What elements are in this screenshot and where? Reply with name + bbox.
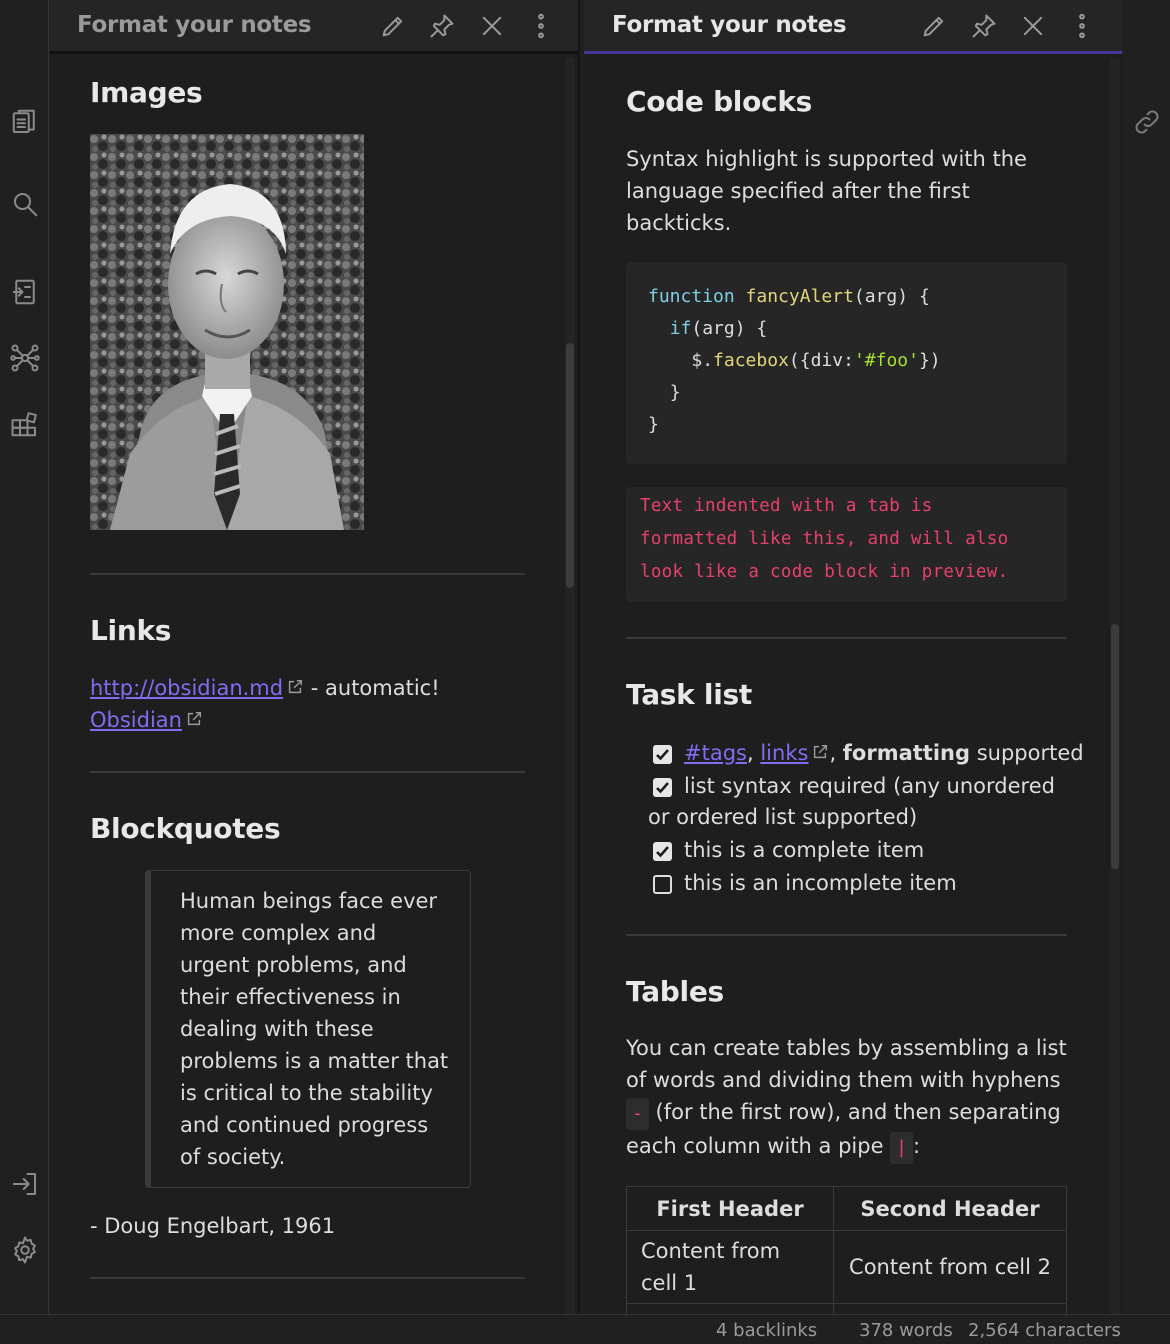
divider [90, 573, 525, 575]
task-item-continuation: or ordered list supported) [648, 805, 918, 829]
divider [90, 771, 525, 773]
divider [626, 934, 1067, 936]
right-sidebar-rail [1122, 0, 1170, 1314]
code-line: if(arg) { [669, 318, 768, 339]
table-header-row [627, 1187, 1067, 1231]
open-vault-icon[interactable] [9, 1168, 41, 1200]
tables-intro: You can create tables by assembling a list of words and dividing them with hyphens - (for the first row), and then separating each column with a pipe | : [626, 1032, 1067, 1164]
images-heading: Images [90, 76, 203, 109]
table-header-cell: First Header [627, 1187, 834, 1231]
table-cell [834, 1304, 1067, 1315]
obsidian-url-link[interactable]: http://obsidian.md [90, 676, 284, 700]
close-icon[interactable] [1017, 10, 1049, 42]
code-line: } [669, 382, 681, 403]
right-pane [584, 0, 1122, 1314]
more-options-icon[interactable] [1066, 10, 1098, 42]
indented-line: formatted like this, and will also [640, 529, 1009, 549]
code-blocks-heading: Code blocks [626, 85, 813, 118]
blockquote [145, 870, 471, 1188]
task-checkbox-checked[interactable] [653, 778, 672, 797]
table-row [627, 1231, 1067, 1304]
pane-title[interactable]: Format your notes [77, 12, 312, 38]
right-scroll-thumb[interactable] [1111, 624, 1119, 869]
pin-icon[interactable] [426, 10, 458, 42]
plugins-icon[interactable] [9, 408, 41, 440]
example-table [626, 1186, 1067, 1314]
tag-link[interactable]: #tags [684, 741, 747, 765]
left-ribbon [0, 0, 49, 1314]
left-pane-header [50, 0, 578, 54]
table-cell: Content from cell 1 [627, 1231, 834, 1304]
edit-pencil-icon[interactable] [918, 10, 950, 42]
code-line: } [648, 414, 659, 435]
portrait-image [90, 134, 364, 530]
quote-attribution: - Doug Engelbart, 1961 [90, 1214, 336, 1238]
word-count: 378 words [859, 1320, 953, 1341]
right-pane-header [584, 0, 1122, 54]
code-block [626, 262, 1067, 464]
pane-title[interactable]: Format your notes [612, 12, 847, 38]
divider [90, 1277, 525, 1279]
indented-code-block [626, 487, 1067, 602]
left-scrollbar[interactable] [565, 58, 575, 1314]
table-header-cell: Second Header [834, 1187, 1067, 1231]
indented-line: Text indented with a tab is [640, 496, 933, 516]
edit-pencil-icon[interactable] [377, 10, 409, 42]
links-heading: Links [90, 614, 172, 647]
left-scroll-thumb[interactable] [566, 343, 574, 588]
external-link-icon [185, 705, 203, 723]
inline-code-pipe: | [890, 1132, 913, 1164]
code-line: $.facebox({div:'#foo'}) [691, 350, 941, 371]
right-pane-content [626, 57, 1084, 1314]
close-icon[interactable] [476, 10, 508, 42]
search-icon[interactable] [9, 188, 41, 220]
task-item: list syntax required (any unordered [684, 774, 1055, 798]
right-scrollbar[interactable] [1110, 58, 1120, 1314]
tables-heading: Tables [626, 975, 724, 1008]
pin-icon[interactable] [968, 10, 1000, 42]
table-cell [627, 1304, 834, 1315]
switcher-icon[interactable] [9, 276, 41, 308]
inline-code-dash: - [626, 1098, 649, 1130]
backlinks-count[interactable]: 4 backlinks [716, 1320, 818, 1341]
links-link[interactable]: links [760, 741, 809, 765]
task-checkbox-checked[interactable] [653, 745, 672, 764]
code-line: function fancyAlert(arg) { [648, 286, 930, 307]
files-icon[interactable] [9, 106, 41, 138]
divider [626, 637, 1067, 639]
task-checkbox-unchecked[interactable] [653, 875, 672, 894]
blockquote-text: Human beings face ever more complex and urgent problems, and their effectiveness in dealing with these problems is a matter that is critical to the stability and continued progress of society. [180, 889, 449, 1169]
status-bar [0, 1314, 1170, 1344]
links-paragraph [90, 672, 440, 736]
left-pane-content [90, 57, 525, 1314]
task-item: this is a complete item [684, 838, 925, 862]
external-link-icon [286, 673, 304, 691]
table-cell: Content from cell 2 [834, 1231, 1067, 1304]
task-checkbox-checked[interactable] [653, 842, 672, 861]
table-row [627, 1304, 1067, 1315]
settings-gear-icon[interactable] [9, 1234, 41, 1266]
task-list-heading: Task list [626, 678, 752, 711]
graph-view-icon[interactable] [9, 342, 41, 374]
more-options-icon[interactable] [525, 10, 557, 42]
auto-suffix: - automatic! [304, 676, 440, 700]
obsidian-named-link[interactable]: Obsidian [90, 708, 182, 732]
left-pane [50, 0, 580, 1314]
external-link-icon [811, 738, 829, 756]
task-item: #tags, links , formatting supported [684, 737, 1084, 769]
indented-line: look like a code block in preview. [640, 562, 1009, 582]
character-count: 2,564 characters [968, 1320, 1121, 1341]
link-icon[interactable] [1131, 106, 1163, 138]
blockquotes-heading: Blockquotes [90, 812, 281, 845]
task-item: this is an incomplete item [684, 871, 957, 895]
code-blocks-intro: Syntax highlight is supported with the language specified after the first backticks. [626, 147, 1027, 235]
